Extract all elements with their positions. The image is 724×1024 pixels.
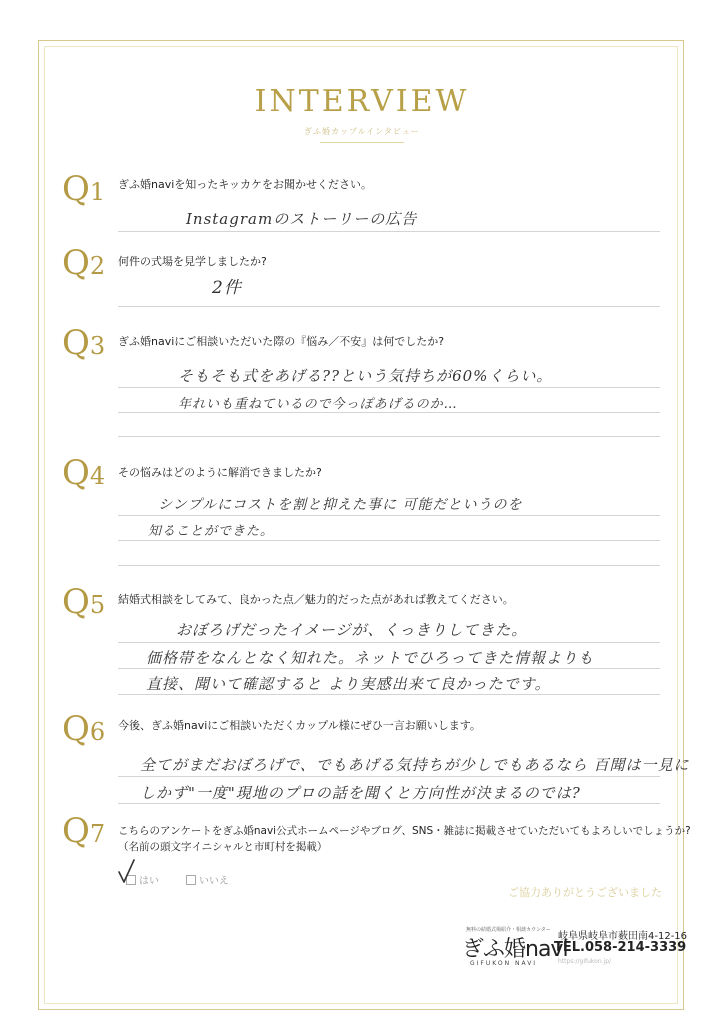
- subtitle-rule: [320, 142, 404, 143]
- q5-answer-line-3: 直接、聞いて確認すると より実感出来て良かったです。: [146, 675, 551, 693]
- q7-text: こちらのアンケートをぎふ婚navi公式ホームページやブログ、SNS・雑誌に掲載させていただいてもよろしいでしょうか?: [118, 825, 691, 837]
- q1-rule-1: [118, 231, 660, 232]
- q3-answer-line-1: そもそも式をあげる??という気持ちが60%くらい。: [178, 367, 553, 385]
- q5-number: Q5: [62, 582, 106, 622]
- q4-number: Q4: [62, 453, 106, 493]
- q4-rule-2: [118, 540, 660, 541]
- q2-text: 何件の式場を見学しましたか?: [118, 255, 267, 268]
- q5-rule-1: [118, 642, 660, 643]
- q3-rule-2: [118, 412, 660, 413]
- q2-rule-1: [118, 306, 660, 307]
- q4-text: その悩みはどのように解消できましたか?: [118, 466, 322, 479]
- q7-option-yes[interactable]: はい: [126, 872, 159, 887]
- q4-rule-3: [118, 565, 660, 566]
- handwritten-check-icon: [116, 858, 138, 886]
- website-url[interactable]: https://gifukon.jp/: [558, 958, 612, 965]
- q4-answer-line-1: シンプルにコストを割と抑えた事に 可能だというのを: [158, 497, 523, 513]
- q3-answer-line-2: 年れいも重ねているので今っぽあげるのか…: [178, 397, 458, 412]
- q1-answer-line-1: Instagramのストーリーの広告: [186, 210, 418, 228]
- q3-rule-1: [118, 387, 660, 388]
- q6-rule-2: [118, 803, 660, 804]
- q5-answer-line-2: 価格帯をなんとなく知れた。ネットでひろってきた情報よりも: [146, 649, 595, 667]
- q2-answer-line-1: 2件: [212, 278, 242, 298]
- checkbox[interactable]: [186, 875, 196, 885]
- q6-text: 今後、ぎふ婚naviにご相談いただくカップル様にぜひ一言お願いします。: [118, 719, 481, 732]
- q3-number: Q3: [62, 323, 106, 363]
- q2-number: Q2: [62, 243, 106, 283]
- q7-option-no[interactable]: いいえ: [186, 872, 229, 887]
- q7-number: Q7: [62, 811, 106, 851]
- q6-rule-1: [118, 776, 660, 777]
- q4-rule-1: [118, 515, 660, 516]
- q5-text: 結婚式相談をしてみて、良かった点／魅力的だった点があれば教えてください。: [118, 593, 514, 606]
- logo-tagline: 無料の結婚式場紹介・相談カウンター: [466, 927, 551, 933]
- q6-number: Q6: [62, 709, 106, 749]
- logo-subtext: GIFUKON NAVI: [470, 960, 538, 967]
- q6-answer-line-1: 全てがまだおぼろげで、でもあげる気持ちが少しでもあるなら 百聞は一見に: [140, 756, 690, 774]
- q1-number: Q1: [62, 169, 106, 209]
- phone-number: TEL.058-214-3339: [554, 940, 687, 955]
- q5-rule-3: [118, 694, 660, 695]
- address: 岐阜県岐阜市薮田南4-12-16: [558, 931, 688, 942]
- q7-text-note: （名前の頭文字イニシャルと市町村を掲載）: [118, 841, 328, 853]
- q5-answer-line-1: おぼろげだったイメージが、くっきりしてきた。: [176, 621, 528, 639]
- thanks-text: ご協力ありがとうございました: [508, 886, 662, 899]
- page-subtitle: ぎふ婚カップルインタビュー: [304, 127, 420, 136]
- q4-answer-line-2: 知ることができた。: [148, 524, 275, 539]
- page-title: INTERVIEW: [254, 84, 470, 119]
- q3-rule-3: [118, 436, 660, 437]
- q6-answer-line-2: しかず"一度"現地のプロの話を聞くと方向性が決まるのでは?: [140, 784, 581, 802]
- q1-text: ぎふ婚naviを知ったキッカケをお聞かせください。: [118, 178, 373, 191]
- q3-text: ぎふ婚naviにご相談いただいた際の『悩み／不安』は何でしたか?: [118, 335, 445, 348]
- q5-rule-2: [118, 668, 660, 669]
- logo: ぎふ婚navi: [462, 937, 568, 962]
